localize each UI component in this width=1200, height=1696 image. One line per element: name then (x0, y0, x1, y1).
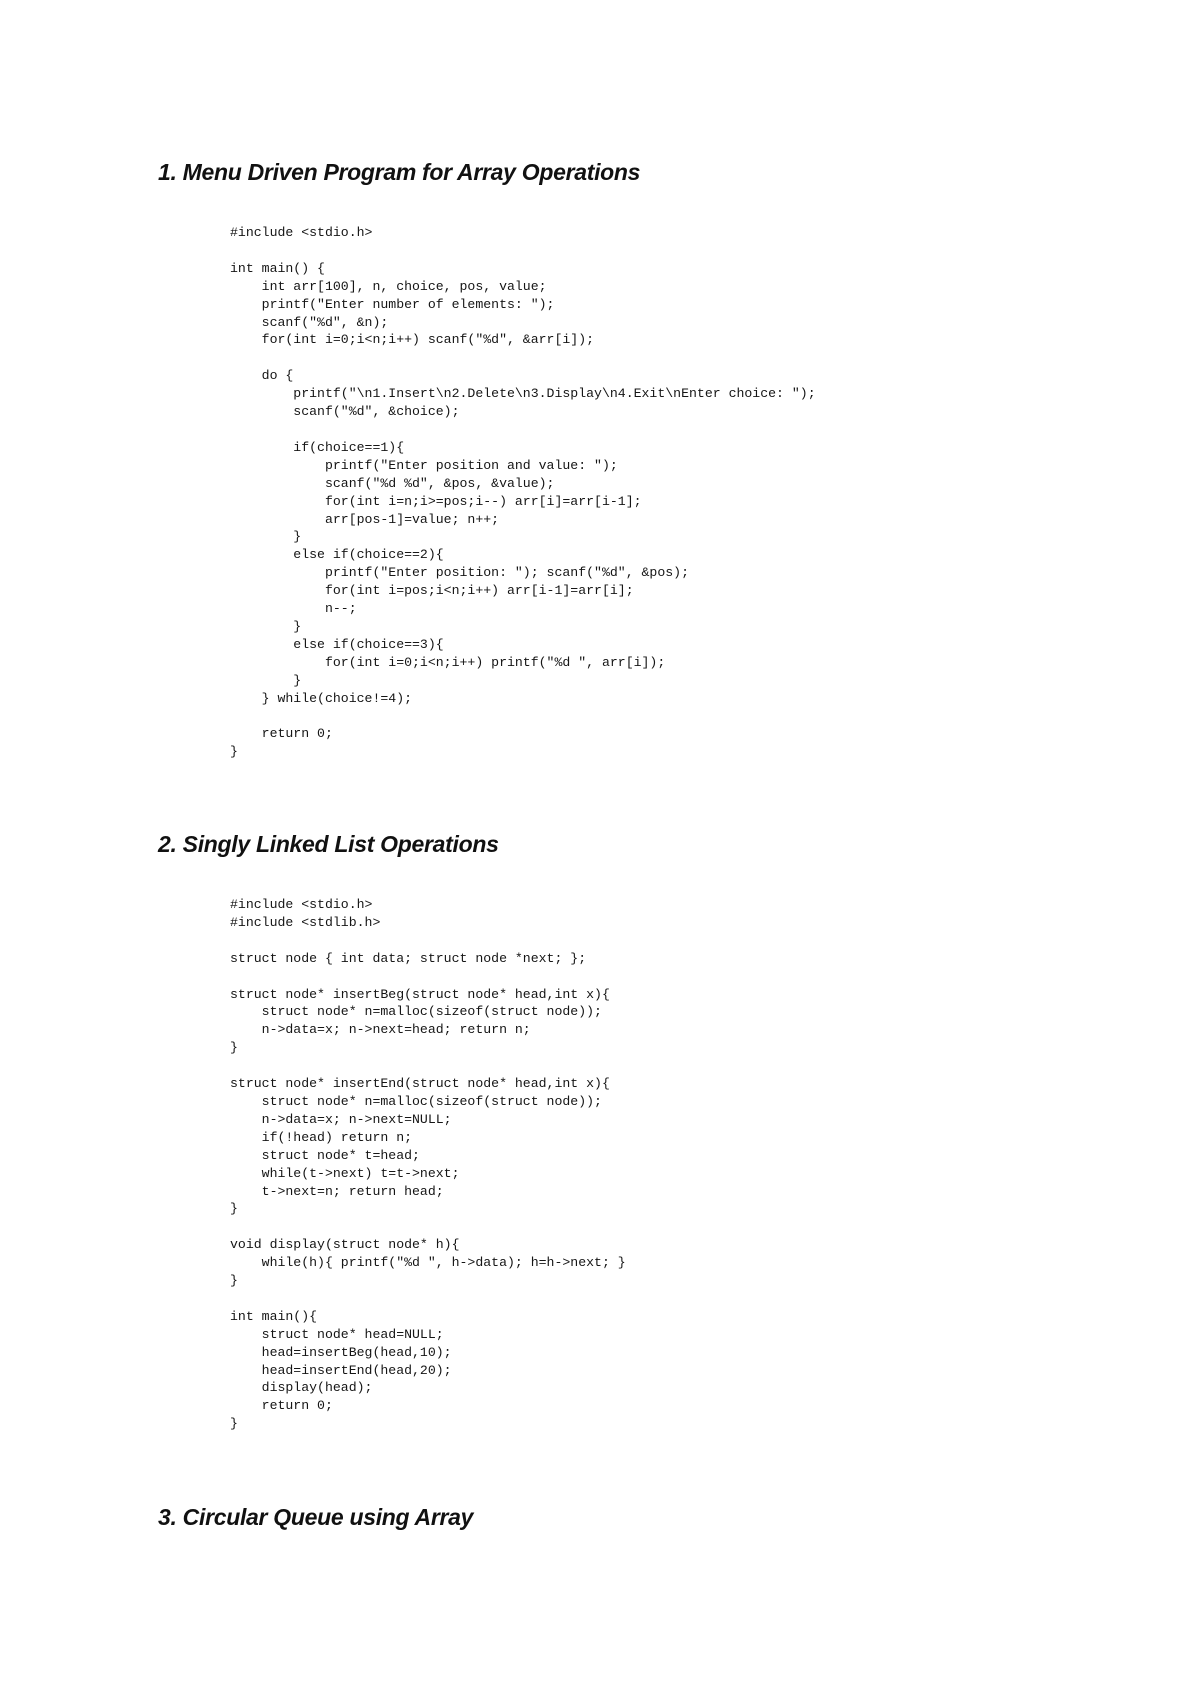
section-heading-array-operations: 1. Menu Driven Program for Array Operations (158, 159, 641, 185)
code-block-singly-linked-list: #include <stdio.h> #include <stdlib.h> struct node { int data; struct node *next; }; struct node* insertBeg(struct node* head,int x){ struct node* n=malloc(sizeof(struct node)); n->data=x; n->next=head; return n; } struct node* insertEnd(struct node* head,int x){ struct node* n=malloc(sizeof(struct node)); n->data=x; n->next=NULL; if(!head) return n; struct node* t=head; while(t->next) t=t->next; t->next=n; return head; } void display(struct node* h){ while(h){ printf("%d ", h->data); h=h->next; } } int main(){ struct node* head=NULL; head=insertBeg(head,10); head=insertEnd(head,20); display(head); return 0; } (230, 897, 626, 1432)
section-heading-singly-linked-list: 2. Singly Linked List Operations (158, 831, 499, 857)
section-heading-circular-queue: 3. Circular Queue using Array (158, 1504, 474, 1530)
code-block-array-operations: #include <stdio.h> int main() { int arr[100], n, choice, pos, value; printf("Enter number of elements: "); scanf("%d", &n); for(int i=0;i<n;i++) scanf("%d", &arr[i]); do { printf("\n1.Insert\n2.Delete\n3.Display\n4.Exit\nEnter choice: "); scanf("%d", &choice); if(choice==1){ printf("Enter position and value: "); scanf("%d %d", &pos, &value); for(int i=n;i>=pos;i--) arr[i]=arr[i-1]; arr[pos-1]=value; n++; } else if(choice==2){ printf("Enter position: "); scanf("%d", &pos); for(int i=pos;i<n;i++) arr[i-1]=arr[i]; n--; } else if(choice==3){ for(int i=0;i<n;i++) printf("%d ", arr[i]); } } while(choice!=4); return 0; } (230, 225, 816, 760)
